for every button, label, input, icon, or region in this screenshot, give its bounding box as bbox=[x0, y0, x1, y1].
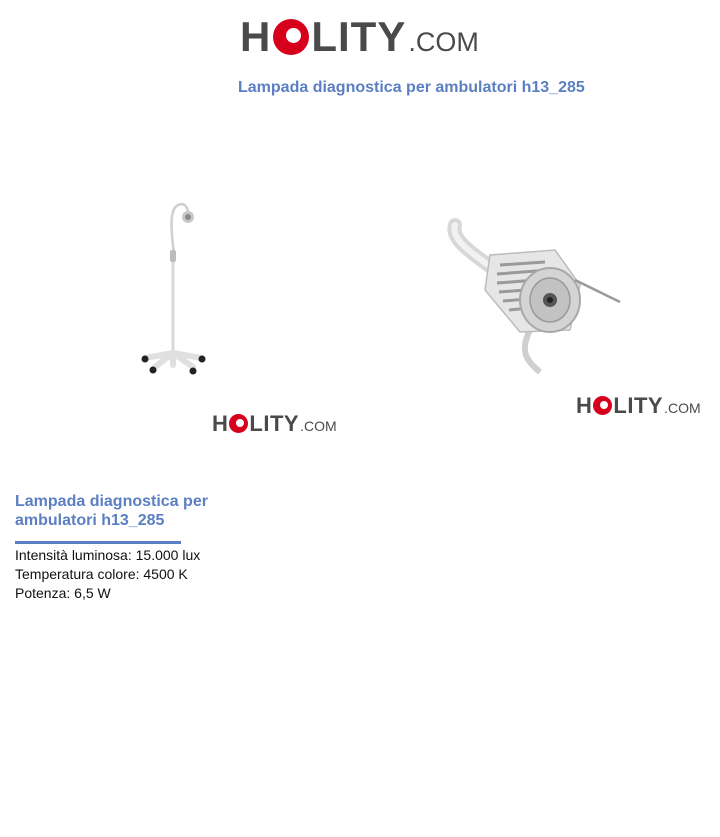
logo-letters-lity: LITY bbox=[249, 411, 300, 436]
product-title: Lampada diagnostica per ambulatori h13_285 bbox=[15, 493, 208, 529]
spec-light-intensity: Intensità luminosa: 15.000 lux bbox=[15, 547, 201, 563]
spec-power: Potenza: 6,5 W bbox=[15, 585, 111, 601]
holity-logo-small bbox=[212, 412, 337, 436]
lamp-head-closeup-image bbox=[445, 210, 630, 375]
product-specs bbox=[15, 546, 200, 603]
logo-letter-h: H bbox=[212, 411, 229, 436]
logo-letter-h: H bbox=[576, 393, 593, 418]
logo-dotcom: .COM bbox=[408, 27, 479, 57]
logo-o-mark-icon bbox=[273, 19, 309, 55]
logo-dotcom: .COM bbox=[300, 418, 337, 434]
logo-letter-h: H bbox=[240, 13, 272, 60]
logo-letters-lity: LITY bbox=[613, 393, 664, 418]
title-underline-divider bbox=[15, 541, 181, 544]
logo-letters-lity: LITY bbox=[311, 13, 407, 60]
logo-o-mark-icon bbox=[229, 414, 248, 433]
holity-logo-small bbox=[576, 394, 701, 418]
logo-dotcom: .COM bbox=[664, 400, 701, 416]
logo-o-mark-icon bbox=[593, 396, 612, 415]
page-title: Lampada diagnostica per ambulatori h13_285 bbox=[238, 79, 585, 96]
floor-lamp-stand-image bbox=[130, 195, 220, 380]
holity-logo[interactable] bbox=[240, 14, 479, 60]
spec-color-temperature: Temperatura colore: 4500 K bbox=[15, 566, 188, 582]
